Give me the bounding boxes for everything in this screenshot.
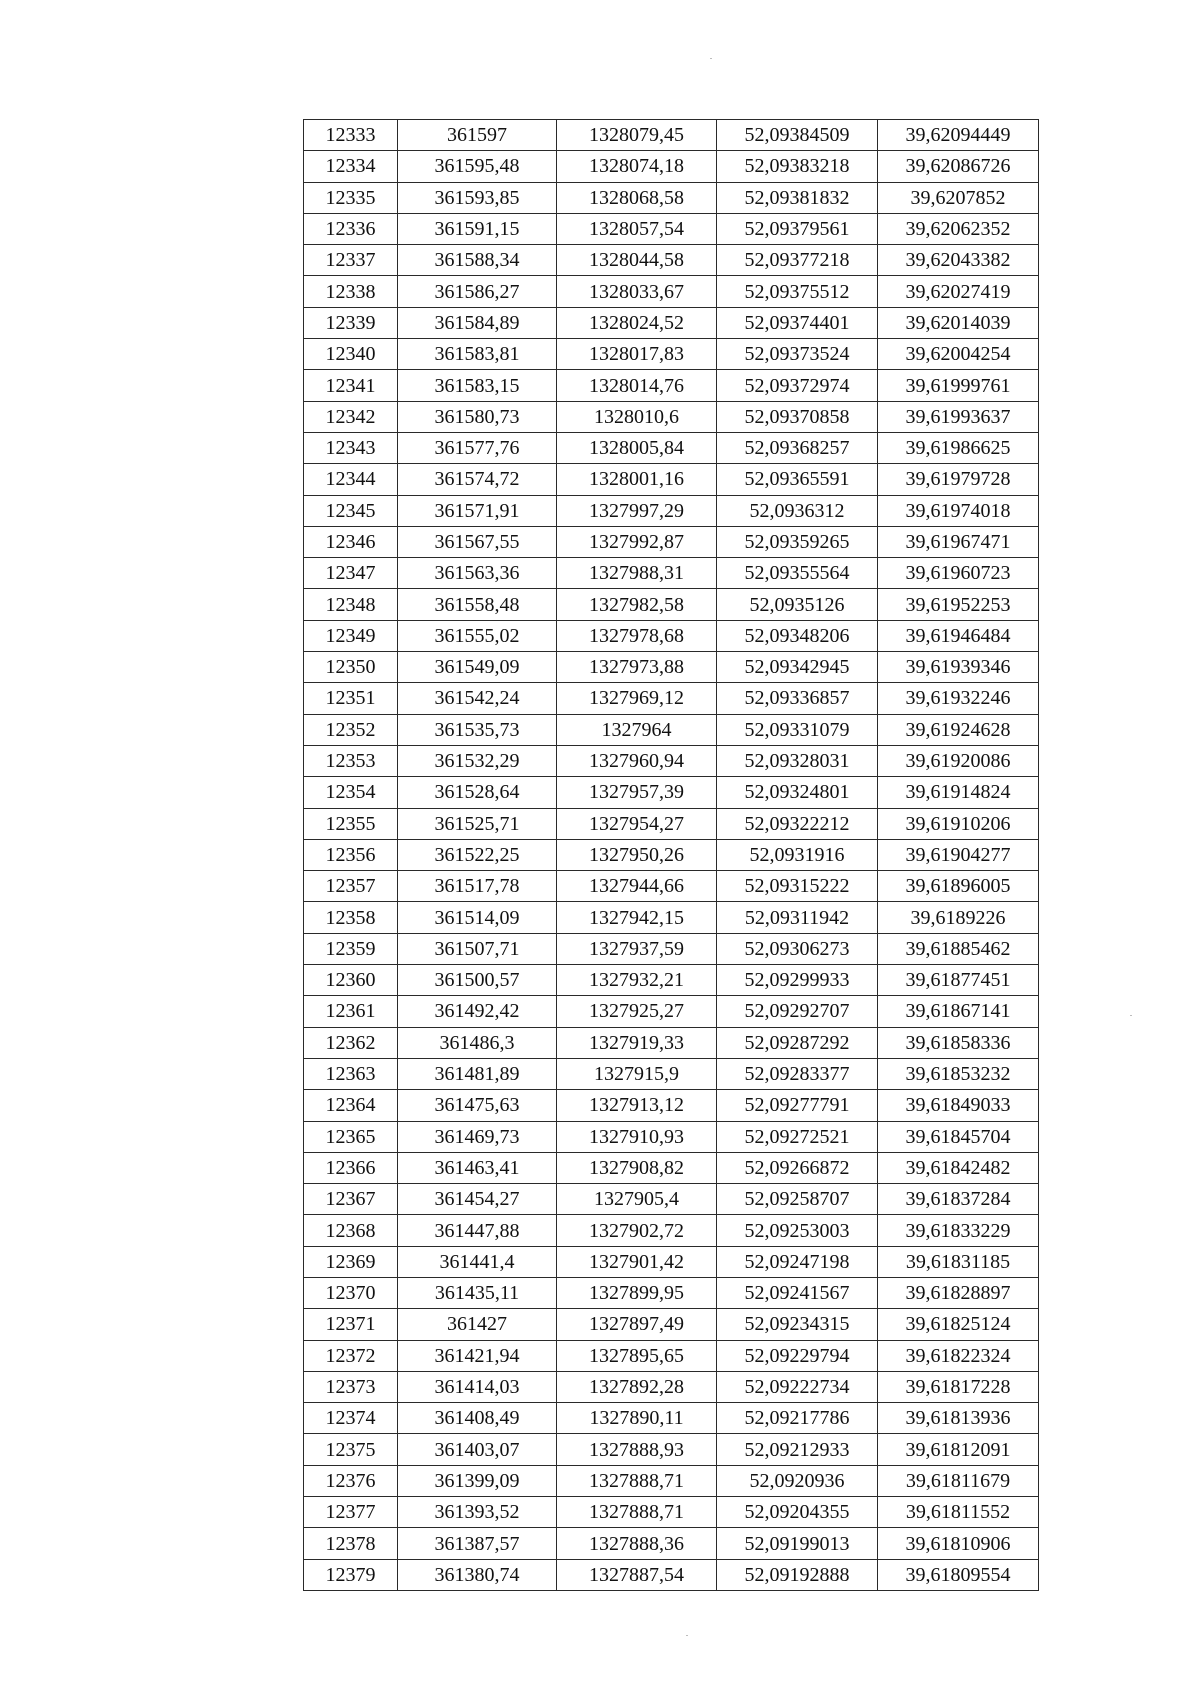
y-coordinate-cell: 1328068,58 — [557, 182, 717, 213]
longitude-cell: 39,61825124 — [878, 1309, 1039, 1340]
point-number-cell: 12347 — [304, 558, 398, 589]
y-coordinate-cell: 1327960,94 — [557, 745, 717, 776]
latitude-cell: 52,09241567 — [717, 1277, 878, 1308]
longitude-cell: 39,62004254 — [878, 339, 1039, 370]
longitude-cell: 39,61904277 — [878, 839, 1039, 870]
table-row — [304, 401, 1039, 432]
point-number-cell: 12333 — [304, 120, 398, 151]
table-row — [304, 526, 1039, 557]
point-number-cell: 12349 — [304, 620, 398, 651]
point-number-cell: 12373 — [304, 1371, 398, 1402]
table-row — [304, 652, 1039, 683]
latitude-cell: 52,09336857 — [717, 683, 878, 714]
x-coordinate-cell: 361463,41 — [398, 1152, 557, 1183]
x-coordinate-cell: 361399,09 — [398, 1465, 557, 1496]
latitude-cell: 52,09283377 — [717, 1058, 878, 1089]
longitude-cell: 39,61812091 — [878, 1434, 1039, 1465]
latitude-cell: 52,09373524 — [717, 339, 878, 370]
longitude-cell: 39,61809554 — [878, 1559, 1039, 1590]
x-coordinate-cell: 361427 — [398, 1309, 557, 1340]
longitude-cell: 39,61910206 — [878, 808, 1039, 839]
table-row — [304, 683, 1039, 714]
x-coordinate-cell: 361593,85 — [398, 182, 557, 213]
table-row — [304, 1309, 1039, 1340]
table-row — [304, 871, 1039, 902]
latitude-cell: 52,09372974 — [717, 370, 878, 401]
y-coordinate-cell: 1327919,33 — [557, 1027, 717, 1058]
longitude-cell: 39,61974018 — [878, 495, 1039, 526]
table-row — [304, 1371, 1039, 1402]
x-coordinate-cell: 361517,78 — [398, 871, 557, 902]
table-row — [304, 996, 1039, 1027]
latitude-cell: 52,09253003 — [717, 1215, 878, 1246]
longitude-cell: 39,61837284 — [878, 1184, 1039, 1215]
coordinates-table — [303, 119, 1039, 1591]
y-coordinate-cell: 1327954,27 — [557, 808, 717, 839]
point-number-cell: 12340 — [304, 339, 398, 370]
x-coordinate-cell: 361514,09 — [398, 902, 557, 933]
y-coordinate-cell: 1327892,28 — [557, 1371, 717, 1402]
y-coordinate-cell: 1327973,88 — [557, 652, 717, 683]
table-row — [304, 1184, 1039, 1215]
latitude-cell: 52,09287292 — [717, 1027, 878, 1058]
point-number-cell: 12353 — [304, 745, 398, 776]
longitude-cell: 39,61811679 — [878, 1465, 1039, 1496]
latitude-cell: 52,09381832 — [717, 182, 878, 213]
table-row — [304, 1340, 1039, 1371]
x-coordinate-cell: 361577,76 — [398, 432, 557, 463]
point-number-cell: 12339 — [304, 307, 398, 338]
latitude-cell: 52,09348206 — [717, 620, 878, 651]
latitude-cell: 52,0935126 — [717, 589, 878, 620]
y-coordinate-cell: 1328001,16 — [557, 464, 717, 495]
table-row — [304, 1027, 1039, 1058]
x-coordinate-cell: 361525,71 — [398, 808, 557, 839]
latitude-cell: 52,09322212 — [717, 808, 878, 839]
longitude-cell: 39,61896005 — [878, 871, 1039, 902]
y-coordinate-cell: 1327964 — [557, 714, 717, 745]
table-row — [304, 1215, 1039, 1246]
latitude-cell: 52,09331079 — [717, 714, 878, 745]
x-coordinate-cell: 361555,02 — [398, 620, 557, 651]
y-coordinate-cell: 1327897,49 — [557, 1309, 717, 1340]
x-coordinate-cell: 361380,74 — [398, 1559, 557, 1590]
longitude-cell: 39,61999761 — [878, 370, 1039, 401]
x-coordinate-cell: 361454,27 — [398, 1184, 557, 1215]
y-coordinate-cell: 1327950,26 — [557, 839, 717, 870]
scan-speck — [710, 58, 712, 59]
y-coordinate-cell: 1327899,95 — [557, 1277, 717, 1308]
point-number-cell: 12335 — [304, 182, 398, 213]
x-coordinate-cell: 361414,03 — [398, 1371, 557, 1402]
x-coordinate-cell: 361597 — [398, 120, 557, 151]
table-row — [304, 1058, 1039, 1089]
point-number-cell: 12341 — [304, 370, 398, 401]
latitude-cell: 52,09247198 — [717, 1246, 878, 1277]
x-coordinate-cell: 361403,07 — [398, 1434, 557, 1465]
point-number-cell: 12357 — [304, 871, 398, 902]
y-coordinate-cell: 1327915,9 — [557, 1058, 717, 1089]
x-coordinate-cell: 361549,09 — [398, 652, 557, 683]
longitude-cell: 39,62094449 — [878, 120, 1039, 151]
point-number-cell: 12350 — [304, 652, 398, 683]
x-coordinate-cell: 361563,36 — [398, 558, 557, 589]
point-number-cell: 12370 — [304, 1277, 398, 1308]
longitude-cell: 39,61853232 — [878, 1058, 1039, 1089]
table-row — [304, 1121, 1039, 1152]
point-number-cell: 12354 — [304, 777, 398, 808]
table-row — [304, 307, 1039, 338]
longitude-cell: 39,61993637 — [878, 401, 1039, 432]
point-number-cell: 12374 — [304, 1403, 398, 1434]
latitude-cell: 52,09222734 — [717, 1371, 878, 1402]
point-number-cell: 12369 — [304, 1246, 398, 1277]
x-coordinate-cell: 361447,88 — [398, 1215, 557, 1246]
y-coordinate-cell: 1327992,87 — [557, 526, 717, 557]
longitude-cell: 39,6207852 — [878, 182, 1039, 213]
y-coordinate-cell: 1327905,4 — [557, 1184, 717, 1215]
x-coordinate-cell: 361500,57 — [398, 965, 557, 996]
point-number-cell: 12367 — [304, 1184, 398, 1215]
longitude-cell: 39,61831185 — [878, 1246, 1039, 1277]
table-row — [304, 464, 1039, 495]
longitude-cell: 39,61920086 — [878, 745, 1039, 776]
y-coordinate-cell: 1328024,52 — [557, 307, 717, 338]
point-number-cell: 12375 — [304, 1434, 398, 1465]
point-number-cell: 12364 — [304, 1090, 398, 1121]
x-coordinate-cell: 361595,48 — [398, 151, 557, 182]
longitude-cell: 39,61813936 — [878, 1403, 1039, 1434]
latitude-cell: 52,09315222 — [717, 871, 878, 902]
y-coordinate-cell: 1327988,31 — [557, 558, 717, 589]
x-coordinate-cell: 361588,34 — [398, 245, 557, 276]
point-number-cell: 12345 — [304, 495, 398, 526]
x-coordinate-cell: 361535,73 — [398, 714, 557, 745]
y-coordinate-cell: 1327957,39 — [557, 777, 717, 808]
y-coordinate-cell: 1328005,84 — [557, 432, 717, 463]
latitude-cell: 52,09342945 — [717, 652, 878, 683]
longitude-cell: 39,61932246 — [878, 683, 1039, 714]
x-coordinate-cell: 361583,15 — [398, 370, 557, 401]
point-number-cell: 12351 — [304, 683, 398, 714]
table-row — [304, 745, 1039, 776]
longitude-cell: 39,61914824 — [878, 777, 1039, 808]
longitude-cell: 39,62086726 — [878, 151, 1039, 182]
y-coordinate-cell: 1327978,68 — [557, 620, 717, 651]
latitude-cell: 52,09374401 — [717, 307, 878, 338]
y-coordinate-cell: 1328014,76 — [557, 370, 717, 401]
y-coordinate-cell: 1327925,27 — [557, 996, 717, 1027]
point-number-cell: 12363 — [304, 1058, 398, 1089]
longitude-cell: 39,62062352 — [878, 213, 1039, 244]
x-coordinate-cell: 361486,3 — [398, 1027, 557, 1058]
y-coordinate-cell: 1328044,58 — [557, 245, 717, 276]
x-coordinate-cell: 361469,73 — [398, 1121, 557, 1152]
y-coordinate-cell: 1327888,93 — [557, 1434, 717, 1465]
scan-speck — [686, 1635, 688, 1636]
point-number-cell: 12343 — [304, 432, 398, 463]
table-row — [304, 1403, 1039, 1434]
table-row — [304, 1497, 1039, 1528]
x-coordinate-cell: 361507,71 — [398, 933, 557, 964]
latitude-cell: 52,09204355 — [717, 1497, 878, 1528]
latitude-cell: 52,09217786 — [717, 1403, 878, 1434]
longitude-cell: 39,61952253 — [878, 589, 1039, 620]
point-number-cell: 12348 — [304, 589, 398, 620]
y-coordinate-cell: 1328057,54 — [557, 213, 717, 244]
y-coordinate-cell: 1327969,12 — [557, 683, 717, 714]
y-coordinate-cell: 1327888,71 — [557, 1497, 717, 1528]
latitude-cell: 52,09328031 — [717, 745, 878, 776]
latitude-cell: 52,09266872 — [717, 1152, 878, 1183]
longitude-cell: 39,61811552 — [878, 1497, 1039, 1528]
y-coordinate-cell: 1328033,67 — [557, 276, 717, 307]
table-row — [304, 1465, 1039, 1496]
point-number-cell: 12366 — [304, 1152, 398, 1183]
longitude-cell: 39,62043382 — [878, 245, 1039, 276]
table-row — [304, 370, 1039, 401]
x-coordinate-cell: 361584,89 — [398, 307, 557, 338]
latitude-cell: 52,09379561 — [717, 213, 878, 244]
table-row — [304, 620, 1039, 651]
latitude-cell: 52,09258707 — [717, 1184, 878, 1215]
point-number-cell: 12336 — [304, 213, 398, 244]
point-number-cell: 12377 — [304, 1497, 398, 1528]
longitude-cell: 39,61833229 — [878, 1215, 1039, 1246]
x-coordinate-cell: 361421,94 — [398, 1340, 557, 1371]
latitude-cell: 52,09299933 — [717, 965, 878, 996]
longitude-cell: 39,61817228 — [878, 1371, 1039, 1402]
point-number-cell: 12368 — [304, 1215, 398, 1246]
longitude-cell: 39,61828897 — [878, 1277, 1039, 1308]
x-coordinate-cell: 361528,64 — [398, 777, 557, 808]
longitude-cell: 39,62027419 — [878, 276, 1039, 307]
longitude-cell: 39,61885462 — [878, 933, 1039, 964]
point-number-cell: 12342 — [304, 401, 398, 432]
point-number-cell: 12346 — [304, 526, 398, 557]
longitude-cell: 39,62014039 — [878, 307, 1039, 338]
table-row — [304, 1090, 1039, 1121]
point-number-cell: 12334 — [304, 151, 398, 182]
latitude-cell: 52,09359265 — [717, 526, 878, 557]
longitude-cell: 39,61986625 — [878, 432, 1039, 463]
point-number-cell: 12344 — [304, 464, 398, 495]
point-number-cell: 12362 — [304, 1027, 398, 1058]
point-number-cell: 12371 — [304, 1309, 398, 1340]
x-coordinate-cell: 361393,52 — [398, 1497, 557, 1528]
latitude-cell: 52,09229794 — [717, 1340, 878, 1371]
latitude-cell: 52,09306273 — [717, 933, 878, 964]
table-row — [304, 965, 1039, 996]
table-row — [304, 276, 1039, 307]
longitude-cell: 39,61822324 — [878, 1340, 1039, 1371]
scan-speck — [1130, 1015, 1132, 1016]
x-coordinate-cell: 361435,11 — [398, 1277, 557, 1308]
x-coordinate-cell: 361571,91 — [398, 495, 557, 526]
latitude-cell: 52,09234315 — [717, 1309, 878, 1340]
y-coordinate-cell: 1328010,6 — [557, 401, 717, 432]
longitude-cell: 39,61810906 — [878, 1528, 1039, 1559]
table-row — [304, 902, 1039, 933]
y-coordinate-cell: 1327982,58 — [557, 589, 717, 620]
longitude-cell: 39,61946484 — [878, 620, 1039, 651]
longitude-cell: 39,61858336 — [878, 1027, 1039, 1058]
longitude-cell: 39,61979728 — [878, 464, 1039, 495]
longitude-cell: 39,61845704 — [878, 1121, 1039, 1152]
latitude-cell: 52,09272521 — [717, 1121, 878, 1152]
x-coordinate-cell: 361567,55 — [398, 526, 557, 557]
longitude-cell: 39,61849033 — [878, 1090, 1039, 1121]
longitude-cell: 39,61842482 — [878, 1152, 1039, 1183]
x-coordinate-cell: 361492,42 — [398, 996, 557, 1027]
table-row — [304, 1277, 1039, 1308]
y-coordinate-cell: 1327937,59 — [557, 933, 717, 964]
table-row — [304, 432, 1039, 463]
y-coordinate-cell: 1327887,54 — [557, 1559, 717, 1590]
latitude-cell: 52,09292707 — [717, 996, 878, 1027]
latitude-cell: 52,09368257 — [717, 432, 878, 463]
coordinates-table-body — [304, 120, 1039, 1591]
latitude-cell: 52,0936312 — [717, 495, 878, 526]
point-number-cell: 12379 — [304, 1559, 398, 1590]
latitude-cell: 52,09324801 — [717, 777, 878, 808]
y-coordinate-cell: 1327902,72 — [557, 1215, 717, 1246]
table-row — [304, 558, 1039, 589]
latitude-cell: 52,09277791 — [717, 1090, 878, 1121]
latitude-cell: 52,0931916 — [717, 839, 878, 870]
y-coordinate-cell: 1327901,42 — [557, 1246, 717, 1277]
table-row — [304, 777, 1039, 808]
point-number-cell: 12378 — [304, 1528, 398, 1559]
y-coordinate-cell: 1327890,11 — [557, 1403, 717, 1434]
y-coordinate-cell: 1327908,82 — [557, 1152, 717, 1183]
x-coordinate-cell: 361558,48 — [398, 589, 557, 620]
table-row — [304, 1559, 1039, 1590]
latitude-cell: 52,09192888 — [717, 1559, 878, 1590]
table-row — [304, 182, 1039, 213]
longitude-cell: 39,61924628 — [878, 714, 1039, 745]
table-row — [304, 213, 1039, 244]
table-row — [304, 120, 1039, 151]
latitude-cell: 52,09365591 — [717, 464, 878, 495]
point-number-cell: 12355 — [304, 808, 398, 839]
table-row — [304, 808, 1039, 839]
x-coordinate-cell: 361481,89 — [398, 1058, 557, 1089]
y-coordinate-cell: 1327942,15 — [557, 902, 717, 933]
y-coordinate-cell: 1327910,93 — [557, 1121, 717, 1152]
longitude-cell: 39,61939346 — [878, 652, 1039, 683]
table-row — [304, 1246, 1039, 1277]
x-coordinate-cell: 361408,49 — [398, 1403, 557, 1434]
x-coordinate-cell: 361580,73 — [398, 401, 557, 432]
latitude-cell: 52,09384509 — [717, 120, 878, 151]
x-coordinate-cell: 361387,57 — [398, 1528, 557, 1559]
point-number-cell: 12356 — [304, 839, 398, 870]
x-coordinate-cell: 361475,63 — [398, 1090, 557, 1121]
point-number-cell: 12337 — [304, 245, 398, 276]
y-coordinate-cell: 1328074,18 — [557, 151, 717, 182]
y-coordinate-cell: 1327888,36 — [557, 1528, 717, 1559]
latitude-cell: 52,09370858 — [717, 401, 878, 432]
longitude-cell: 39,61877451 — [878, 965, 1039, 996]
x-coordinate-cell: 361583,81 — [398, 339, 557, 370]
y-coordinate-cell: 1327997,29 — [557, 495, 717, 526]
longitude-cell: 39,61967471 — [878, 526, 1039, 557]
longitude-cell: 39,61867141 — [878, 996, 1039, 1027]
y-coordinate-cell: 1327944,66 — [557, 871, 717, 902]
point-number-cell: 12365 — [304, 1121, 398, 1152]
point-number-cell: 12376 — [304, 1465, 398, 1496]
point-number-cell: 12361 — [304, 996, 398, 1027]
y-coordinate-cell: 1328017,83 — [557, 339, 717, 370]
latitude-cell: 52,09377218 — [717, 245, 878, 276]
x-coordinate-cell: 361532,29 — [398, 745, 557, 776]
point-number-cell: 12360 — [304, 965, 398, 996]
y-coordinate-cell: 1328079,45 — [557, 120, 717, 151]
point-number-cell: 12372 — [304, 1340, 398, 1371]
latitude-cell: 52,09311942 — [717, 902, 878, 933]
table-row — [304, 495, 1039, 526]
x-coordinate-cell: 361522,25 — [398, 839, 557, 870]
latitude-cell: 52,09199013 — [717, 1528, 878, 1559]
latitude-cell: 52,09383218 — [717, 151, 878, 182]
latitude-cell: 52,09355564 — [717, 558, 878, 589]
table-row — [304, 714, 1039, 745]
latitude-cell: 52,09212933 — [717, 1434, 878, 1465]
y-coordinate-cell: 1327913,12 — [557, 1090, 717, 1121]
table-row — [304, 933, 1039, 964]
table-row — [304, 1152, 1039, 1183]
table-row — [304, 339, 1039, 370]
y-coordinate-cell: 1327895,65 — [557, 1340, 717, 1371]
latitude-cell: 52,09375512 — [717, 276, 878, 307]
table-row — [304, 151, 1039, 182]
x-coordinate-cell: 361586,27 — [398, 276, 557, 307]
table-row — [304, 1434, 1039, 1465]
longitude-cell: 39,61960723 — [878, 558, 1039, 589]
latitude-cell: 52,0920936 — [717, 1465, 878, 1496]
point-number-cell: 12359 — [304, 933, 398, 964]
y-coordinate-cell: 1327932,21 — [557, 965, 717, 996]
x-coordinate-cell: 361542,24 — [398, 683, 557, 714]
y-coordinate-cell: 1327888,71 — [557, 1465, 717, 1496]
point-number-cell: 12352 — [304, 714, 398, 745]
table-row — [304, 1528, 1039, 1559]
x-coordinate-cell: 361441,4 — [398, 1246, 557, 1277]
table-row — [304, 839, 1039, 870]
table-row — [304, 589, 1039, 620]
point-number-cell: 12338 — [304, 276, 398, 307]
point-number-cell: 12358 — [304, 902, 398, 933]
x-coordinate-cell: 361574,72 — [398, 464, 557, 495]
longitude-cell: 39,6189226 — [878, 902, 1039, 933]
table-row — [304, 245, 1039, 276]
x-coordinate-cell: 361591,15 — [398, 213, 557, 244]
